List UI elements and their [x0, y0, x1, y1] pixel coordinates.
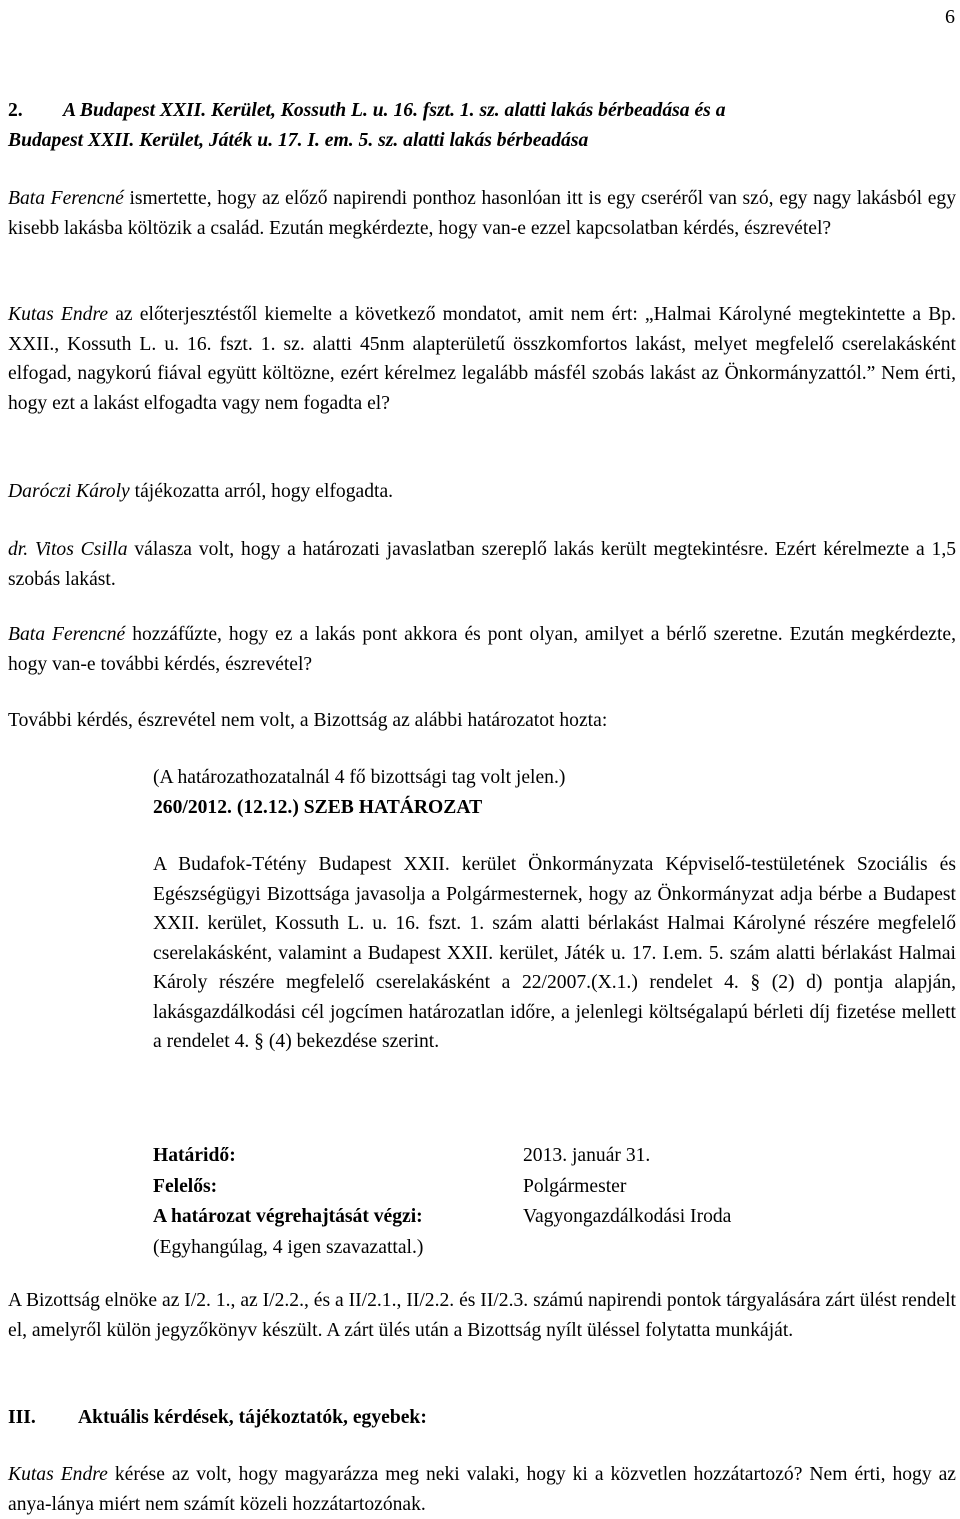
deadline-row — [153, 1141, 853, 1172]
speaker-name: Bata Ferencné — [8, 188, 124, 209]
speaker-name: Kutas Endre — [8, 304, 109, 325]
speaker-name: Vitos Csilla — [35, 539, 128, 560]
closed-session-paragraph — [8, 1286, 956, 1345]
resolution-body-text: A Budafok-Tétény Budapest XXII. kerület Önkormányzata Képviselő-testületének Szociális és Egészségügyi Bizottsága javasolja a Polgármesternek, hogy az Önkormányzat adja bérbe a Budapest XXII. kerület, Kossuth L. u. 16. fszt. 1. szám alatti bérlakást Halmai Károlyné részére megfelelő cserelakásként, valamint a Budapest XXII. kerület, Játék u. 17. I.em. 5. szám alatti bérlakást Halmai Károly részére megfelelő cserelakásként a 22/2007.(X.1.) rendelet 4. § (2) d) pontja alapján, lakásgazdálkodási cél jogcímen határozatlan időre, a jelenlegi költségalapú bérleti díj fizetése mellett a rendelet 4. § (4) bekezdése szerint. — [153, 854, 956, 1052]
paragraph-text: A Bizottság elnöke az I/2. 1., az I/2.2., és a II/2.1., II/2.2. és II/2.3. számú napirendi pontok tárgyalására zárt ülést rendelt el, amelyről külön jegyzőkönyv készült. A zárt ülés után a Bizottság nyílt üléssel folytatta munkáját. — [8, 1290, 957, 1341]
vote-text: (Egyhangúlag, 4 igen szavazattal.) — [153, 1236, 424, 1258]
speaker-name: Bata Ferencné — [8, 624, 126, 645]
paragraph-no-questions — [8, 706, 956, 736]
section-iii-title: Aktuális kérdések, tájékoztatók, egyebek: — [78, 1407, 427, 1428]
deadline-label: Határidő: — [153, 1145, 236, 1166]
paragraph-kutas-2 — [8, 1460, 956, 1519]
speaker-name: Daróczi Károly — [8, 481, 130, 502]
responsible-value: Polgármester — [523, 1175, 627, 1197]
paragraph-text: az előterjesztéstől kiemelte a következő mondatot, amit nem ért: „Halmai Károlyné megtekintette a Bp. XXII., Kossuth L. u. 16. fszt. 1. sz. alatti 45nm alapterületű összkomfortos lakást, melyet megfelelő cserelakásként elfogad, nagykorú fiával együtt költözne, ezért kérelmez legalább másfél szobás lakást az Önkormányzattól.” Nem érti, hogy ezt a lakást elfogadta vagy nem fogadta el? — [8, 304, 956, 414]
speaker-name: Kutas Endre — [8, 1464, 108, 1485]
section-iii-heading — [8, 1403, 427, 1433]
responsible-label: Felelős: — [153, 1175, 218, 1197]
agenda-item-heading — [8, 96, 956, 155]
deadline-value: 2013. január 31. — [523, 1145, 651, 1166]
resolution-body — [153, 850, 956, 1057]
executor-row — [153, 1202, 853, 1233]
paragraph-kutas-1 — [8, 300, 956, 418]
resolution-details — [153, 1141, 853, 1263]
resolution-number: 260/2012. (12.12.) SZEB HATÁROZAT — [153, 797, 483, 818]
agenda-item-title-line1: A Budapest XXII. Kerület, Kossuth L. u. 16. fszt. 1. sz. alatti lakás bérbeadása és a — [63, 100, 726, 121]
paragraph-vitos — [8, 535, 956, 594]
paragraph-text: ismertette, hogy az előző napirendi ponthoz hasonlóan itt is egy cseréről van szó, egy nagy lakásból egy kisebb lakásba költözik a család. Ezután megkérdezte, hogy van-e ezzel kapcsolatban kérdés, észrevétel? — [8, 188, 956, 239]
resolution-quorum: (A határozathozatalnál 4 fő bizottsági tag volt jelen.) — [153, 767, 566, 788]
responsible-row — [153, 1172, 853, 1203]
paragraph-text: További kérdés, észrevétel nem volt, a Bizottság az alábbi határozatot hozta: — [8, 710, 608, 731]
executor-label: A határozat végrehajtását végzi: — [153, 1206, 423, 1227]
paragraph-text: válasza volt, hogy a határozati javaslatban szereplő lakás került megtekintésre. Ezért kérelmezte a 1,5 szobás lakást. — [8, 539, 957, 590]
page-number: 6 — [945, 6, 955, 28]
paragraph-daroczi — [8, 477, 956, 507]
paragraph-bata-2 — [8, 620, 956, 679]
executor-value: Vagyongazdálkodási Iroda — [523, 1206, 732, 1227]
agenda-item-number: 2. — [8, 100, 23, 121]
paragraph-text: hozzáfűzte, hogy ez a lakás pont akkora és pont olyan, amilyet a bérlő szeretne. Ezután megkérdezte, hogy van-e további kérdés, észrevétel? — [8, 624, 956, 675]
section-iii-number: III. — [8, 1407, 36, 1428]
paragraph-bata-1 — [8, 184, 956, 243]
vote-row — [153, 1233, 853, 1264]
paragraph-text: tájékozatta arról, hogy elfogadta. — [129, 481, 394, 502]
paragraph-text: kérése az volt, hogy magyarázza meg neki valaki, hogy ki a közvetlen hozzátartozó? Nem érti, hogy az anya-lánya miért nem számít közeli hozzátartozónak. — [8, 1464, 956, 1515]
speaker-prefix: dr. — [8, 539, 35, 560]
agenda-item-title-line2: Budapest XXII. Kerület, Játék u. 17. I. em. 5. sz. alatti lakás bérbeadása — [8, 129, 589, 151]
